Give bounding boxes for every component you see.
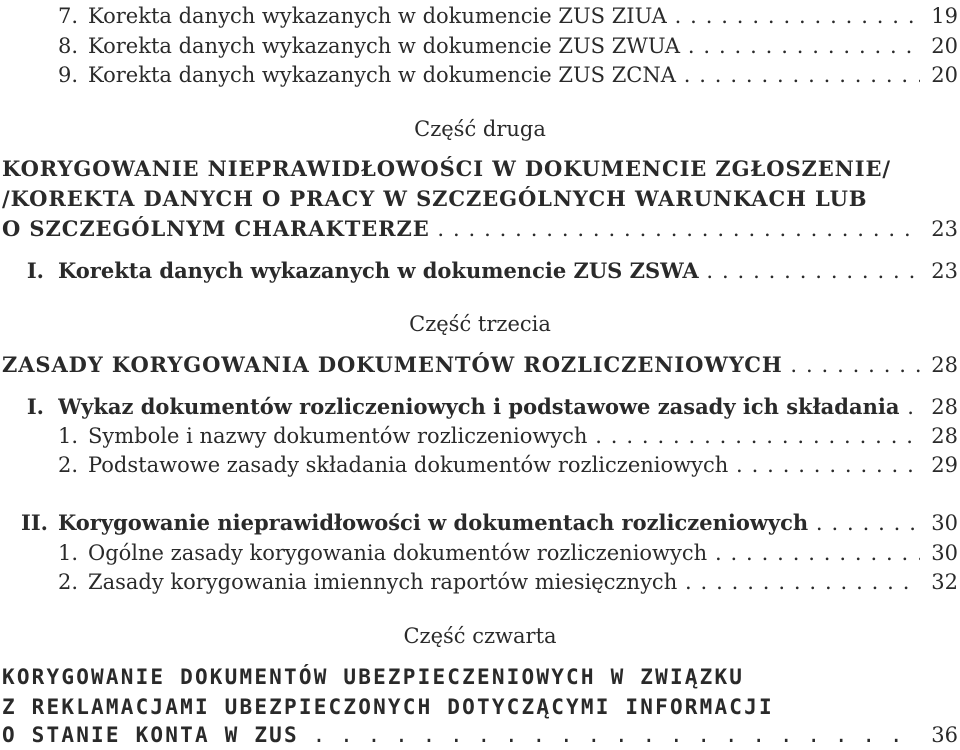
part-three-heading-entry[interactable] [0,350,960,380]
toc-entry[interactable] [0,538,960,568]
toc-entry-title: Korekta danych wykazanych w dokumencie ZUS ZSWA . . . [58,256,920,286]
toc-entry[interactable] [0,31,960,61]
toc-entry-page: 28 [931,395,958,419]
toc-entry-page: 30 [931,511,958,535]
toc-entry[interactable] [0,256,960,286]
part-two-heading-line-2: /KOREKTA DANYCH O PRACY W SZCZEGÓLNYCH WARUNKACH LUB [2,186,868,211]
toc-entry-number: 8. [57,34,78,58]
toc-entry[interactable] [0,567,960,597]
toc-entry-title: Symbole i nazwy dokumentów rozliczeniowych . . . [88,421,920,451]
toc-entry-title: Podstawowe zasady składania dokumentów rozliczeniowych . . . [88,450,920,480]
toc-entry[interactable] [0,60,960,90]
toc-entry-title: Korekta danych wykazanych w dokumencie ZUS ZIUA . . . [88,1,920,31]
part-four-label: Część czwarta [403,624,557,648]
toc-entry-title: Zasady korygowania imiennych raportów miesięcznych . . . [88,567,920,597]
part-two-label: Część druga [414,117,546,141]
toc-entry-page: 28 [931,353,958,377]
toc-entry-number: 9. [57,63,78,87]
part-two-heading-line-3: O SZCZEGÓLNYM CHARAKTERZE . . . [2,214,920,244]
toc-entry-page: 20 [931,34,958,58]
part-four-heading-line-2: Z REKLAMACJAMI UBEZPIECZONYCH DOTYCZĄCYMI INFORMACJI [2,695,774,719]
toc-entry-number: 2. [57,570,78,594]
toc-entry-number: II. [21,510,48,535]
toc-entry-page: 23 [931,217,958,241]
toc-entry-page: 32 [931,570,958,594]
toc-entry-page: 20 [931,63,958,87]
part-three-heading: ZASADY KORYGOWANIA DOKUMENTÓW ROZLICZENIOWYCH . . . [2,350,920,380]
toc-entry[interactable] [0,1,960,31]
toc-entry-page: 28 [931,424,958,448]
toc-entry-title: Korekta danych wykazanych w dokumencie ZUS ZCNA . . . [88,60,920,90]
toc-entry-page: 36 [931,723,958,747]
toc-entry[interactable] [0,450,960,480]
toc-entry-page: 19 [931,4,958,28]
toc-entry[interactable] [0,392,960,422]
toc-entry-title: Korekta danych wykazanych w dokumencie ZUS ZWUA . . . [88,31,920,61]
toc-entry-number: 1. [57,424,78,448]
part-four-heading-entry[interactable] [0,720,960,750]
toc-entry-number: 7. [57,4,78,28]
toc-entry-number: I. [26,394,44,419]
part-two-heading-entry[interactable] [0,214,960,244]
part-four-heading-line-1: KORYGOWANIE DOKUMENTÓW UBEZPIECZENIOWYCH W ZWIĄZKU [2,665,745,689]
toc-entry-page: 23 [931,259,958,283]
part-four-heading-line-3: O STANIE KONTA W ZUS . . . [2,720,920,750]
toc-entry[interactable] [0,508,960,538]
toc-entry[interactable] [0,421,960,451]
toc-entry-title: Wykaz dokumentów rozliczeniowych i podstawowe zasady ich składania . . . [58,392,920,422]
part-three-label: Część trzecia [409,312,551,336]
part-two-heading-line-1: KORYGOWANIE NIEPRAWIDŁOWOŚCI W DOKUMENCIE ZGŁOSZENIE/ [2,156,891,181]
toc-entry-number: I. [26,258,44,283]
toc-entry-number: 1. [57,541,78,565]
toc-entry-number: 2. [57,453,78,477]
toc-entry-title: Ogólne zasady korygowania dokumentów rozliczeniowych . . . [88,538,920,568]
toc-entry-page: 30 [931,541,958,565]
toc-entry-title: Korygowanie nieprawidłowości w dokumentach rozliczeniowych . . . [58,508,920,538]
toc-entry-page: 29 [931,453,958,477]
